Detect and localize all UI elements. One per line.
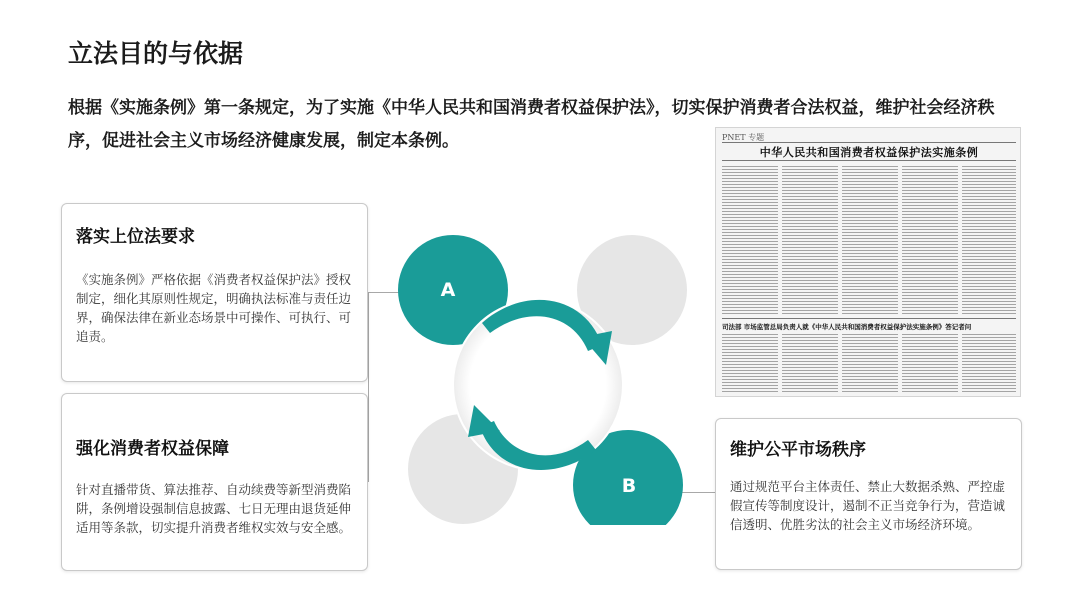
card-body: 通过规范平台主体责任、禁止大数据杀熟、严控虚假宣传等制度设计，遏制不正当竞争行为，营造诚信透明、优胜劣汰的社会主义市场经济环境。 <box>730 479 1006 532</box>
newspaper-headline: 中华人民共和国消费者权益保护法实施条例 <box>759 146 979 159</box>
newspaper-subheadline: 司法部 市场监管总局负责人就《中华人民共和国消费者权益保护法实施条例》答记者问 <box>722 323 972 331</box>
card-body: 针对直播带货、算法推荐、自动续费等新型消费陷阱，条例增设强制信息披露、七日无理由退货延伸适用等条款，切实提升消费者维权实效与安全感。 <box>76 482 352 535</box>
card-upper-law <box>61 203 368 382</box>
page-title: 立法目的与依据 <box>68 39 244 68</box>
card-title: 维护公平市场秩序 <box>730 440 866 460</box>
newspaper-masthead: PNET 专题 <box>722 133 765 142</box>
card-market-order <box>715 418 1022 570</box>
cycle-diagram <box>370 205 700 525</box>
node-a-label: A <box>440 279 456 301</box>
center-ring <box>453 300 623 470</box>
card-body: 《实施条例》严格依据《消费者权益保护法》授权制定，细化其原则性规定，明确执法标准与责任边界，确保法律在新业态场景中可操作、可执行、可追责。 <box>76 272 352 344</box>
card-title: 强化消费者权益保障 <box>76 439 229 459</box>
newspaper-image <box>715 127 1021 397</box>
node-b-label: B <box>621 475 637 497</box>
card-title: 落实上位法要求 <box>76 227 195 247</box>
card-consumer-rights <box>61 393 368 571</box>
intro-text: 根据《实施条例》第一条规定，为了实施《中华人民共和国消费者权益保护法》，切实保护消费者合法权益，维护社会经济秩序，促进社会主义市场经济健康发展，制定本条例。 <box>68 98 995 151</box>
connector-bracket-left <box>368 292 369 482</box>
